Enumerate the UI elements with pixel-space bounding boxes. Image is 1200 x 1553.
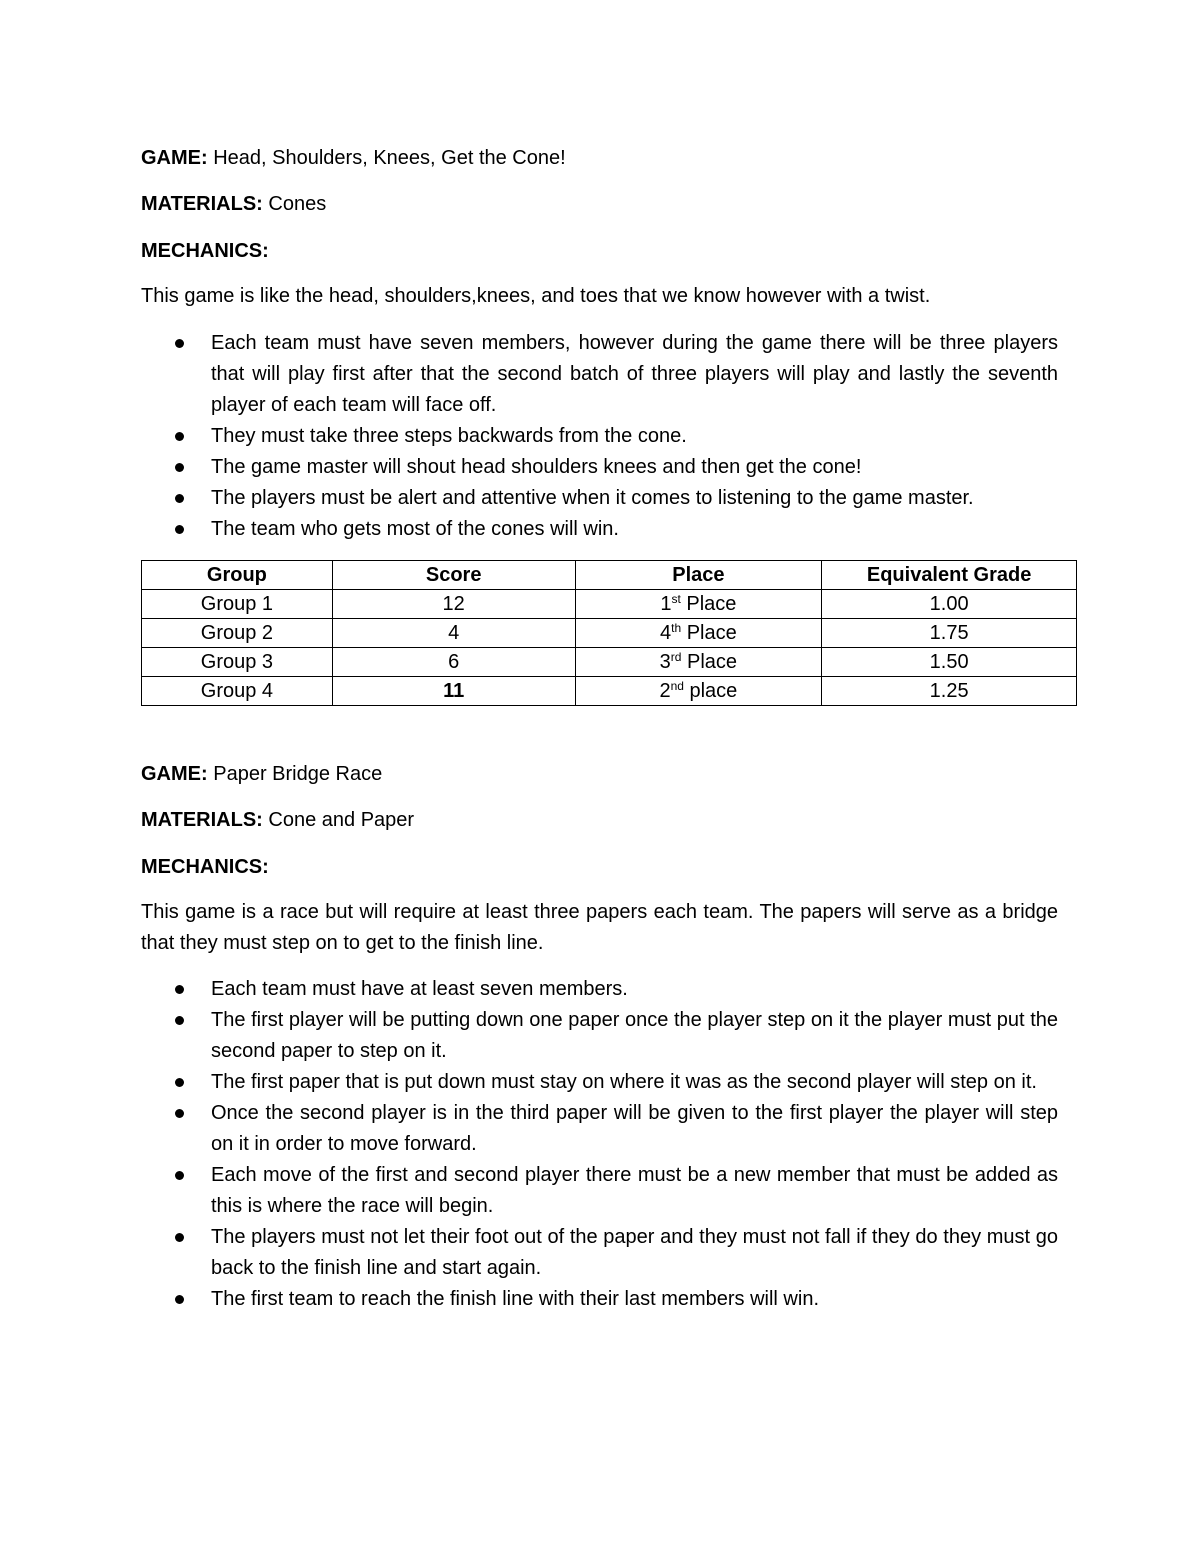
mechanics-label: MECHANICS: xyxy=(141,240,269,262)
bullet-icon xyxy=(175,1295,184,1304)
group-cell: Group 1 xyxy=(142,590,333,619)
list-item: Each team must have at least seven members. xyxy=(141,974,1058,1005)
bullet-icon xyxy=(175,494,184,503)
game-name: Paper Bridge Race xyxy=(207,763,383,785)
game-name: Head, Shoulders, Knees, Get the Cone! xyxy=(207,147,566,169)
list-item: The players must be alert and attentive when it comes to listening to the game master. xyxy=(141,483,1058,514)
list-item: Each move of the first and second player there must be a new member that must be added as this is where the race will begin. xyxy=(141,1160,1058,1222)
list-item: Each team must have seven members, however during the game there will be three players that will play first after that the second batch of three players will play and lastly the seventh player of each team will face off. xyxy=(141,328,1058,421)
list-item: They must take three steps backwards from the cone. xyxy=(141,421,1058,452)
bullet-icon xyxy=(175,1233,184,1242)
mechanics-label: MECHANICS: xyxy=(141,856,269,878)
bullet-icon xyxy=(175,1109,184,1118)
column-header-group: Group xyxy=(142,561,333,590)
grade-cell: 1.25 xyxy=(822,677,1077,706)
list-item: The game master will shout head shoulders knees and then get the cone! xyxy=(141,452,1058,483)
list-item: The team who gets most of the cones will win. xyxy=(141,514,1058,545)
materials-value: Cone and Paper xyxy=(262,809,415,831)
group-cell: Group 4 xyxy=(142,677,333,706)
game-intro: This game is a race but will require at least three papers each team. The papers will serve as a bridge that they must step on to get to the finish line. xyxy=(141,901,1058,954)
game-label: GAME: xyxy=(141,763,208,785)
column-header-grade: Equivalent Grade xyxy=(822,561,1077,590)
grade-cell: 1.00 xyxy=(822,590,1077,619)
mechanics-heading xyxy=(141,239,269,263)
place-cell: 3rd Place xyxy=(575,648,822,677)
bullet-icon xyxy=(175,1078,184,1087)
list-item: The first team to reach the finish line with their last members will win. xyxy=(141,1284,1058,1315)
score-cell: 11 xyxy=(332,677,575,706)
table-row xyxy=(142,619,1077,648)
mechanics-list xyxy=(141,974,1058,1315)
list-item: The first player will be putting down one paper once the player step on it the player must put the second paper to step on it. xyxy=(141,1005,1058,1067)
grade-cell: 1.75 xyxy=(822,619,1077,648)
group-cell: Group 2 xyxy=(142,619,333,648)
materials-value: Cones xyxy=(262,193,327,215)
bullet-icon xyxy=(175,1171,184,1180)
grade-cell: 1.50 xyxy=(822,648,1077,677)
bullet-icon xyxy=(175,1016,184,1025)
table-row xyxy=(142,677,1077,706)
table-header-row xyxy=(142,561,1077,590)
bullet-icon xyxy=(175,432,184,441)
table-row xyxy=(142,590,1077,619)
bullet-icon xyxy=(175,525,184,534)
group-cell: Group 3 xyxy=(142,648,333,677)
game-label: GAME: xyxy=(141,147,208,169)
place-cell: 2nd place xyxy=(575,677,822,706)
table-row xyxy=(142,648,1077,677)
game-title-line xyxy=(141,762,382,786)
game-title-line xyxy=(141,146,566,170)
game-intro: This game is like the head, shoulders,knees, and toes that we know however with a twist. xyxy=(141,285,931,307)
materials-label: MATERIALS: xyxy=(141,193,263,215)
materials-line xyxy=(141,192,326,216)
scores-table xyxy=(141,560,1077,706)
column-header-score: Score xyxy=(332,561,575,590)
mechanics-heading xyxy=(141,855,269,879)
column-header-place: Place xyxy=(575,561,822,590)
list-item: The first paper that is put down must stay on where it was as the second player will step on it. xyxy=(141,1067,1058,1098)
materials-line xyxy=(141,808,414,832)
mechanics-list xyxy=(141,328,1058,545)
bullet-icon xyxy=(175,339,184,348)
bullet-icon xyxy=(175,463,184,472)
list-item: Once the second player is in the third paper will be given to the first player the player will step on it in order to move forward. xyxy=(141,1098,1058,1160)
list-item: The players must not let their foot out of the paper and they must not fall if they do they must go back to the finish line and start again. xyxy=(141,1222,1058,1284)
place-cell: 1st Place xyxy=(575,590,822,619)
score-cell: 12 xyxy=(332,590,575,619)
score-cell: 6 xyxy=(332,648,575,677)
score-cell: 4 xyxy=(332,619,575,648)
place-cell: 4th Place xyxy=(575,619,822,648)
bullet-icon xyxy=(175,985,184,994)
materials-label: MATERIALS: xyxy=(141,809,263,831)
